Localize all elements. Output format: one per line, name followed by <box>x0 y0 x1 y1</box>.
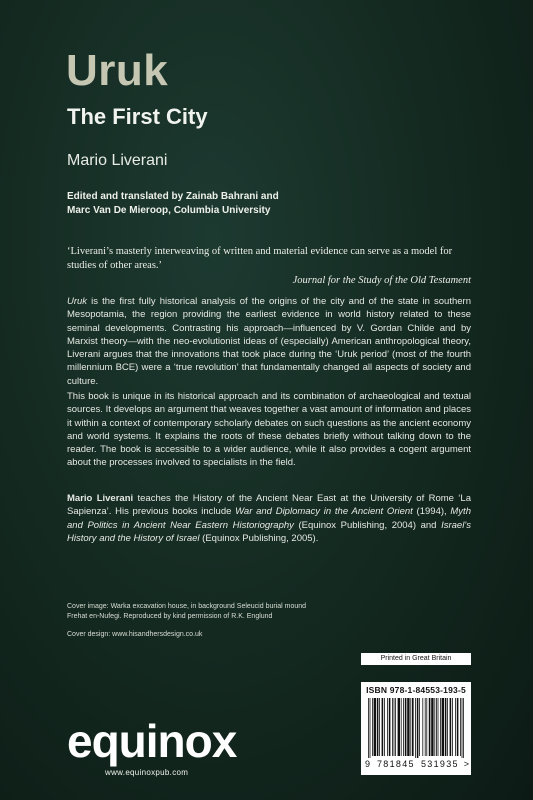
editors-credit <box>67 190 279 218</box>
cover-image-credit-2: Frehat en-Nufegi. Reproduced by kind permission of R.K. Englund <box>67 613 273 620</box>
barcode-bar <box>370 698 371 758</box>
barcode-bar <box>455 698 456 756</box>
barcode-bar <box>379 698 380 756</box>
barcode-bar <box>415 698 416 758</box>
barcode-bar <box>392 698 393 756</box>
quote-text: ‘Liverani’s masterly interweaving of written and material evidence can serve as a model for studies of other areas.’ <box>67 246 453 271</box>
barcode-bar <box>387 698 388 756</box>
barcode-bar <box>440 698 441 756</box>
author-bio <box>67 492 471 545</box>
barcode-bar <box>429 698 431 756</box>
bio-book-1: War and Diplomacy in the Ancient Orient <box>235 506 413 518</box>
barcode-bar <box>463 698 464 758</box>
barcode-bar <box>422 698 423 756</box>
barcode-digit-group-1: 781845 <box>377 759 415 769</box>
barcode-bar <box>374 698 376 756</box>
editors-line-2: Marc Van De Mieroop, Columbia University <box>67 205 271 216</box>
barcode-digit-group-2: 531935 <box>421 759 459 769</box>
barcode-bar <box>382 698 384 756</box>
description-paragraph-1 <box>67 295 471 388</box>
barcode-bar <box>398 698 400 756</box>
bio-text-4: (Equinox Publishing, 2005). <box>199 532 319 544</box>
barcode-bar <box>442 698 444 756</box>
title-word-italic: Uruk <box>67 296 88 307</box>
barcode-bar <box>426 698 427 756</box>
barcode-digit-first: 9 <box>365 759 371 769</box>
barcode-bar <box>377 698 379 756</box>
barcode-bar <box>460 698 461 756</box>
barcode-bar <box>368 698 369 758</box>
barcode-bar <box>436 698 437 756</box>
barcode-bar <box>395 698 396 756</box>
barcode-bar <box>412 698 414 756</box>
barcode-arrow: > <box>463 759 469 769</box>
cover-design-credit: Cover design: www.hisandhersdesign.co.uk <box>67 631 203 638</box>
cover-credits <box>67 602 306 640</box>
barcode-bar <box>389 698 391 756</box>
barcode-bars <box>366 698 466 758</box>
barcode-bar <box>417 698 419 758</box>
book-subtitle: The First City <box>67 104 208 129</box>
barcode-bar <box>434 698 435 756</box>
barcode-bar <box>394 698 395 756</box>
barcode-bar <box>407 698 409 756</box>
barcode-bar <box>419 698 420 756</box>
bio-text-3: (Equinox Publishing, 2004) and <box>293 519 442 531</box>
barcode-bar <box>384 698 385 756</box>
barcode-bar <box>403 698 404 756</box>
paragraph-1-text: is the first fully historical analysis of the origins of the city and of the state in southern Mesopotamia, the region providing the earliest evidence in world history related to these seminal developments. Contrasting his approach—influenced by V. Gordan Childe and by Marxist theory—with the neo-evolutionist ideas of (especially) American anthropological theory, Liverani argues that the innovations that took place during the ‘Uruk period’ (most of the fourth millennium BCE) were a ‘true revolution’ that fundamentally changed all aspects of society and culture. <box>67 296 471 387</box>
barcode-bar <box>372 698 373 756</box>
barcode-bar <box>447 698 448 756</box>
barcode-bar <box>431 698 433 756</box>
book-title: Uruk <box>66 46 169 95</box>
isbn-number: ISBN 978-1-84553-193-5 <box>366 685 466 695</box>
barcode-bar <box>462 698 463 758</box>
quote-source: Journal for the Study of the Old Testament <box>292 275 471 286</box>
bio-author-name: Mario Liverani <box>67 493 134 504</box>
barcode-bar <box>438 698 439 756</box>
barcode-bar <box>405 698 407 756</box>
publisher-logo <box>67 715 237 777</box>
description-paragraph-2: This book is unique in its historical approach and its combination of archaeological and textual sources. It develops an argument that weaves together a vast amount of information and places it within a context of contemporary scholarly debates on such questions as the ancient economy and world systems. It explains the roots of these debates briefly without talking down to the reader. The book is accessible to a wider audience, while it also provides a cogent argument about the processes involved to specialists in the field. <box>67 391 471 469</box>
author-name: Mario Liverani <box>67 152 168 169</box>
bio-book-3: Israel’s History and the History of Israel <box>67 519 471 544</box>
publisher-logo-text: equinox <box>67 715 237 767</box>
bio-book-2: Myth and Politics in Ancient Near Eastern Historiography <box>67 506 471 531</box>
bio-text-1: teaches the History of the Ancient Near East at the University of Rome ‘La Sapienza’. His previous books include <box>67 493 471 518</box>
bio-text-2: (1994), <box>412 506 451 518</box>
editors-line-1: Edited and translated by Zainab Bahrani and <box>67 191 279 202</box>
barcode-bar <box>425 698 426 756</box>
barcode-bar <box>445 698 447 756</box>
publisher-url: www.equinoxpub.com <box>105 768 189 777</box>
barcode-bar <box>452 698 453 756</box>
review-quote <box>67 245 471 288</box>
barcode-bar <box>450 698 452 756</box>
isbn-barcode <box>361 682 471 775</box>
barcode-bar <box>401 698 402 756</box>
printed-in-label: Printed in Great Britain <box>361 653 471 665</box>
barcode-bar <box>457 698 459 756</box>
barcode-bar <box>410 698 411 756</box>
cover-image-credit-1: Cover image: Warka excavation house, in background Seleucid burial mound <box>67 603 307 610</box>
